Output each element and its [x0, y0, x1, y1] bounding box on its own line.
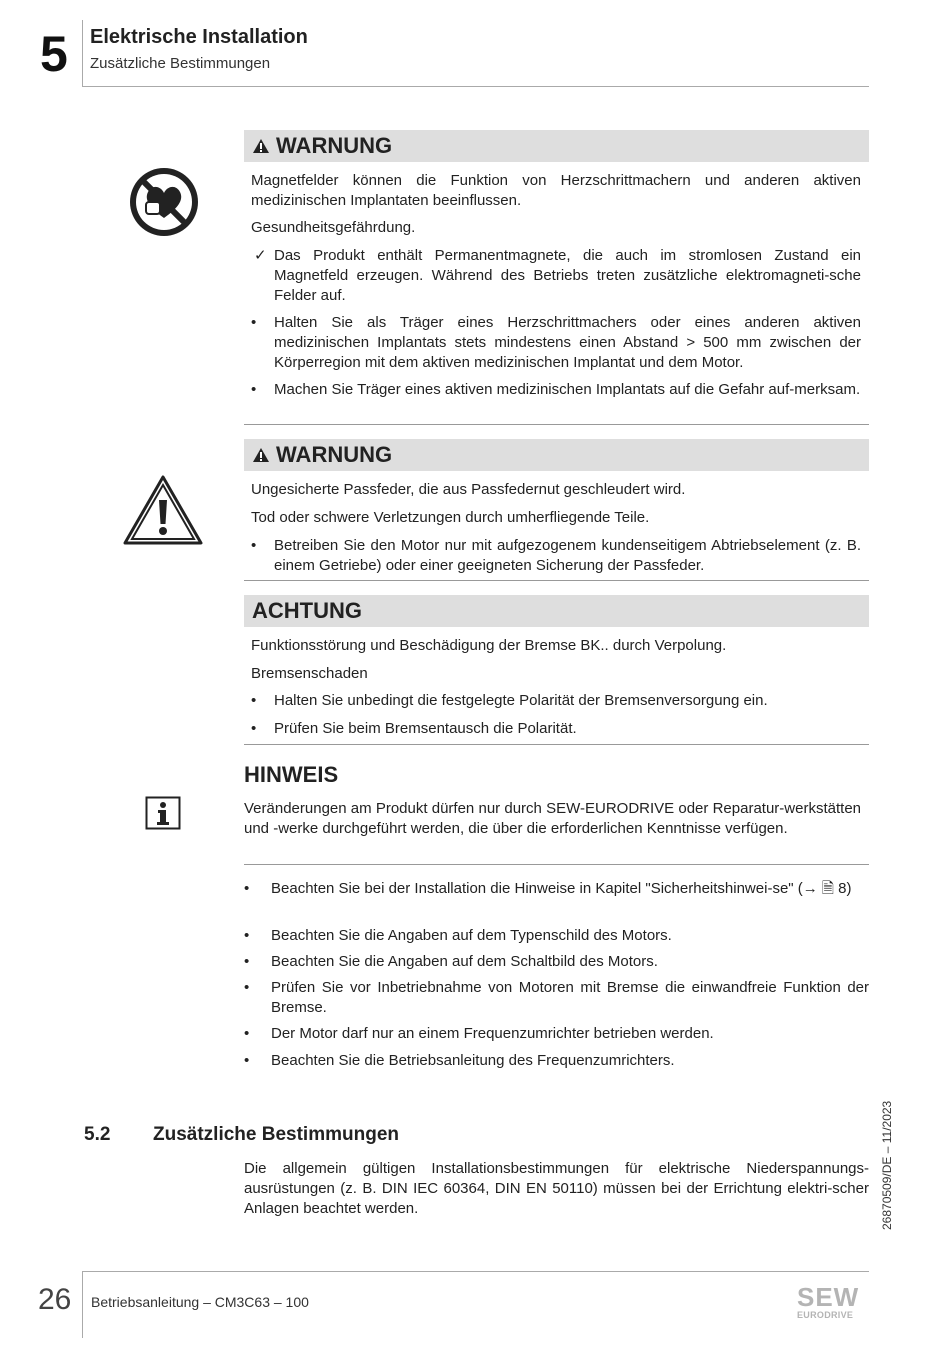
- section-text: Die allgemein gültigen Installationsbestimmungen für elektrische Niederspannungs-ausrüstungen (z. B. DIN IEC 60364, DIN EN 50110) müssen bei der Errichtung elektri-scher Anlagen beachtet werden.: [244, 1160, 869, 1217]
- warning-text: Magnetfelder können die Funktion von Herzschrittmachern und anderen aktiven medizinischen Implantaten beeinflussen.: [251, 172, 861, 209]
- warning-text: Ungesicherte Passfeder, die aus Passfedernut geschleudert wird.: [251, 481, 686, 498]
- chapter-title: Elektrische Installation: [90, 26, 308, 48]
- achtung-text: Funktionsstörung und Beschädigung der Bremse BK.. durch Verpolung.: [251, 637, 727, 654]
- section-number: 5.2: [84, 1124, 111, 1145]
- info-icon: [145, 796, 181, 835]
- divider: [244, 864, 869, 865]
- warning-heading: WARNUNG: [244, 439, 869, 471]
- warning-consequence: Gesundheitsgefährdung.: [251, 219, 416, 236]
- page-number: 26: [38, 1283, 72, 1316]
- hinweis-text: Veränderungen am Produkt dürfen nur durch SEW-EURODRIVE oder Reparatur-werkstätten und -werke durchgeführt werden, die über die erforderlichen Kenntnisse verfügen.: [244, 800, 861, 837]
- no-pacemaker-sign-icon: [128, 166, 200, 243]
- warning-heading: WARNUNG: [244, 130, 869, 162]
- warning-small-icon: [252, 131, 270, 163]
- warning-triangle-icon: [122, 474, 204, 551]
- section-title: Zusätzliche Bestimmungen: [153, 1124, 399, 1145]
- divider: [244, 744, 869, 745]
- sew-eurodrive-logo: [797, 1284, 859, 1320]
- document-id: 26870509/DE – 11/2023: [880, 1100, 894, 1230]
- warning-consequence: Tod oder schwere Verletzungen durch umherfliegende Teile.: [251, 509, 650, 526]
- footer-divider: [82, 1271, 869, 1272]
- achtung-heading: ACHTUNG: [244, 595, 869, 627]
- chapter-subtitle: Zusätzliche Bestimmungen: [90, 55, 271, 72]
- check-icon: ✓: [254, 247, 267, 264]
- divider: [244, 424, 869, 425]
- header-divider: [82, 86, 869, 87]
- footer-text: Betriebsanleitung – CM3C63 – 100: [91, 1294, 309, 1310]
- logo-sub: EURODRIVE: [797, 1310, 854, 1320]
- divider: [244, 580, 869, 581]
- achtung-consequence: Bremsenschaden: [251, 665, 368, 682]
- hinweis-heading: HINWEIS: [244, 762, 339, 787]
- chapter-number: 5: [40, 26, 68, 82]
- footer-divider-vertical: [82, 1272, 83, 1338]
- logo-main: SEW: [797, 1282, 860, 1312]
- warning-small-icon: [252, 440, 270, 472]
- header-divider-vertical: [82, 20, 83, 86]
